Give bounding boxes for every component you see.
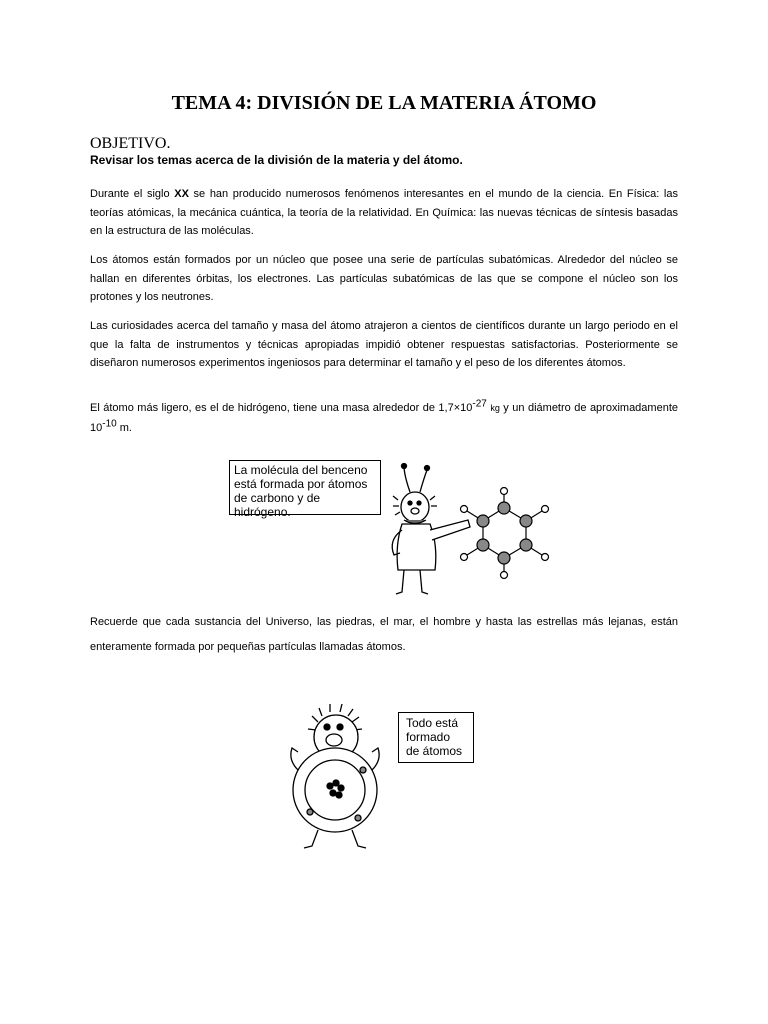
atom-character-icon bbox=[291, 704, 379, 848]
document-title: TEMA 4: DIVISIÓN DE LA MATERIA ÁTOMO bbox=[171, 92, 597, 114]
paragraph-3: Las curiosidades acerca del tamaño y masa del átomo atrajeron a cientos de científicos durante un largo periodo en el que la falta de instrumentos y técnicas apropiadas impidió obtener respuestas satisfactorias. Posteriormente se diseñaron numerosos experimentos ingeniosos para determinar el tamaño y el peso de los diferentes átomos. bbox=[90, 320, 678, 369]
scientist-cartoon-icon bbox=[392, 464, 470, 595]
century-bold: XX bbox=[174, 188, 189, 200]
hydrogen-diameter: $10^{-10}$ m. bbox=[90, 418, 132, 434]
paragraph-2: Los átomos están formados por un núcleo que posee una serie de partículas subatómicas. Alrededor del núcleo se hallan en diferentes órbitas, los electrones. Las partículas subatómicas de las que se compone el núcleo son los protones y los neutrones. bbox=[90, 254, 678, 303]
objective-text: Revisar los temas acerca de la división de la materia y del átomo. bbox=[90, 153, 463, 167]
speech-bubble-atoms: Todo está formado de átomos bbox=[398, 712, 474, 763]
paragraph-5: Recuerde que cada sustancia del Universo, las piedras, el mar, el hombre y hasta las estrellas más lejanas, están enteramente formada por pequeñas partículas llamadas átomos. bbox=[90, 616, 678, 653]
hydrogen-mass: $1,7\times 10^{-27}$ kg bbox=[438, 398, 500, 414]
paragraph-4: El átomo más ligero, es el de hidrógeno, tiene una masa alrededor de $1,7\times 10^{-27}$ kg y un diámetro de aproximadamente $10^{-10}$ m. bbox=[90, 398, 678, 434]
speech-bubble-benzene: La molécula del benceno está formada por átomos de carbono y de hidrógeno. bbox=[229, 460, 381, 515]
paragraph-1: Durante el siglo XX se han producido numerosos fenómenos interesantes en el mundo de la ciencia. En Física: las teorías atómicas, la mecánica cuántica, la teoría de la relatividad. En Química: las nuevas técnicas de síntesis basadas en la estructura de las moléculas. bbox=[90, 188, 678, 237]
benzene-molecule-icon bbox=[461, 488, 549, 579]
objective-label: OBJETIVO. bbox=[90, 135, 171, 152]
